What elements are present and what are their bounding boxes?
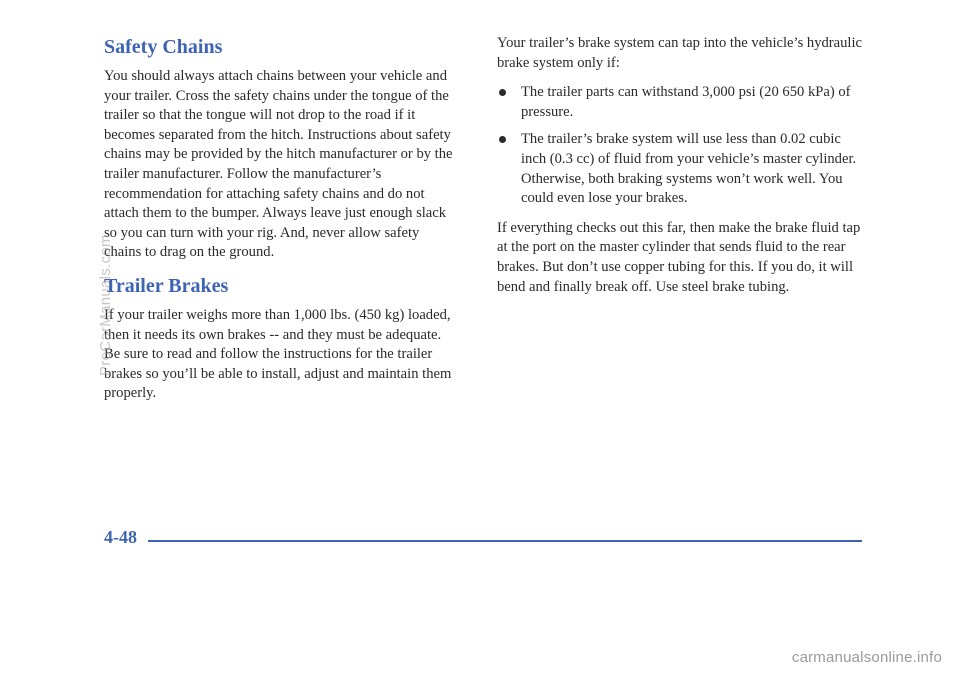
brake-tubing-paragraph: If everything checks out this far, then make the brake fluid tap at the port on the master cylinder that sends fluid to the rear brakes. But don’t use copper tubing for this. If you do, it will bend and finally break off. Use steel brake tubing. xyxy=(497,219,861,295)
bullet-icon xyxy=(499,136,506,143)
safety-chains-paragraph: You should always attach chains between your vehicle and your trailer. Cross the safety chains under the tongue of the trailer so that the tongue will not drop to the road if it becomes separated from the hitch. Instructions about safety chains may be provided by the hitch manufacturer or by the trailer manufacturer. Follow the manufacturer’s recommendation for attaching safety chains and do not attach them to the bumper. Always leave just enough slack so you can turn with your rig. And, never allow safety chains to drag on the ground. xyxy=(104,68,453,261)
right-column xyxy=(497,34,867,307)
trailer-brakes-paragraph: If your trailer weighs more than 1,000 lbs. (450 kg) loaded, then it needs its own brakes -- and they must be adequate. Be sure to read and follow the instructions for the trailer brakes so you’ll be able to install, adjust and maintain them properly. xyxy=(104,306,452,402)
brake-system-intro: Your trailer’s brake system can tap into the vehicle’s hydraulic brake system only if: xyxy=(497,35,863,71)
brake-requirements-list xyxy=(497,83,867,209)
left-column xyxy=(104,34,460,414)
safety-chains-section xyxy=(104,34,460,263)
list-item xyxy=(497,83,867,122)
page-number: 4-48 xyxy=(104,527,137,547)
page-footer xyxy=(104,527,862,551)
bullet-icon xyxy=(499,89,506,96)
footer-rule xyxy=(148,540,862,542)
safety-chains-heading: Safety Chains xyxy=(104,36,223,58)
trailer-brakes-section xyxy=(104,273,460,404)
list-item-text: The trailer’s brake system will use less than 0.02 cubic inch (0.3 cc) of fluid from your vehicle’s master cylinder. Otherwise, both braking systems won’t work well. You could even lose your brakes. xyxy=(521,131,857,207)
side-watermark: ProCarManuals.com xyxy=(97,234,114,376)
list-item xyxy=(497,130,867,208)
trailer-brakes-heading: Trailer Brakes xyxy=(104,274,229,297)
bottom-watermark: carmanualsonline.info xyxy=(791,649,942,666)
list-item-text: The trailer parts can withstand 3,000 psi (20 650 kPa) of pressure. xyxy=(521,84,851,120)
